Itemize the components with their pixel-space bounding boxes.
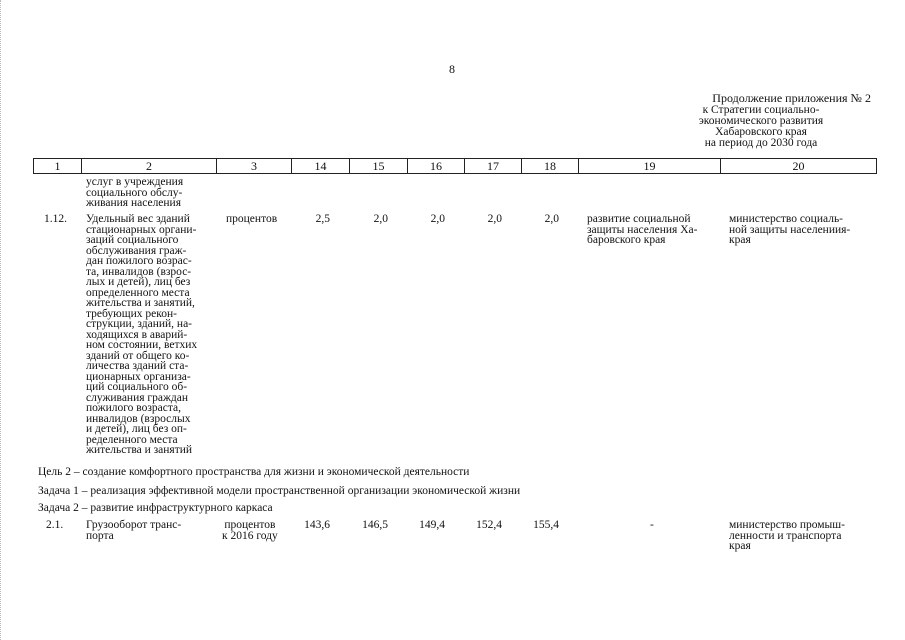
header-col-17: 17	[465, 159, 522, 174]
value-col-18: 2,0	[544, 213, 559, 225]
goal-2-heading: Цель 2 – создание комфортного пространства для жизни и экономической деятельности	[38, 466, 470, 478]
continuation-title: Продолжение приложения № 2	[712, 91, 871, 105]
continuation-line: к Стратегии социально-	[702, 104, 820, 116]
responsible-ministry: министерство промыш- ленности и транспорта края	[729, 519, 845, 552]
program-name: развитие социальной защиты населения Ха- баровского края	[587, 213, 698, 246]
value-col-16: 149,4	[419, 519, 445, 531]
unit: процентов	[226, 213, 278, 225]
continuation-line: Хабаровского края	[715, 126, 807, 138]
header-col-20: 20	[721, 159, 877, 174]
header-col-14: 14	[292, 159, 350, 174]
header-col-16: 16	[408, 159, 465, 174]
header-col-15: 15	[350, 159, 408, 174]
value-col-16: 2,0	[430, 213, 445, 225]
row-number: 2.1.	[46, 519, 64, 531]
value-col-17: 2,0	[487, 213, 502, 225]
continuation-line: экономического развития	[698, 115, 824, 127]
unit: процентов к 2016 году	[222, 519, 278, 542]
value-col-14: 2,5	[315, 213, 330, 225]
appendix-continuation-note	[651, 93, 871, 149]
responsible-ministry: министерство социаль- ной защиты населениия- края	[729, 213, 851, 246]
task-1-heading: Задача 1 – реализация эффективной модели пространственной организации экономической жизни	[38, 485, 521, 497]
carryover-indicator-text: услуг в учреждения социального обслу- живания населения	[86, 176, 184, 209]
value-col-15: 2,0	[373, 213, 388, 225]
header-col-3: 3	[217, 159, 292, 174]
header-col-2: 2	[82, 159, 217, 174]
indicator-name: Удельный вес зданий стационарных органи- заций социального обслуживания граж- дан пожилого возрас- та, инвалидов (взрос- лых и детей), лиц без определенного места жительства и занятий, требующих рекон- струкции, зданий, на- ходящихся в аварий- ном состоянии, ветхих зданий от общего ко- личества зданий ста- ционарных организа- ций социального об- служивания граждан пожилого возраста, инвалидов (взрослых и детей), лиц без оп- ределенного места жительства и занятий	[86, 213, 198, 456]
value-col-15: 146,5	[362, 519, 388, 531]
header-col-18: 18	[522, 159, 579, 174]
value-col-14: 143,6	[304, 519, 330, 531]
value-col-18: 155,4	[533, 519, 559, 531]
page-number: 8	[449, 62, 455, 76]
value-col-17: 152,4	[476, 519, 502, 531]
column-number-header	[33, 158, 877, 174]
row-number: 1.12.	[44, 213, 67, 225]
continuation-line: на период до 2030 года	[704, 137, 818, 149]
scan-edge	[0, 0, 4, 640]
program-name: -	[650, 519, 654, 531]
indicator-name: Грузооборот транс- порта	[86, 519, 182, 542]
task-2-heading: Задача 2 – развитие инфраструктурного каркаса	[38, 502, 273, 514]
header-col-19: 19	[579, 159, 721, 174]
header-col-1: 1	[34, 159, 82, 174]
